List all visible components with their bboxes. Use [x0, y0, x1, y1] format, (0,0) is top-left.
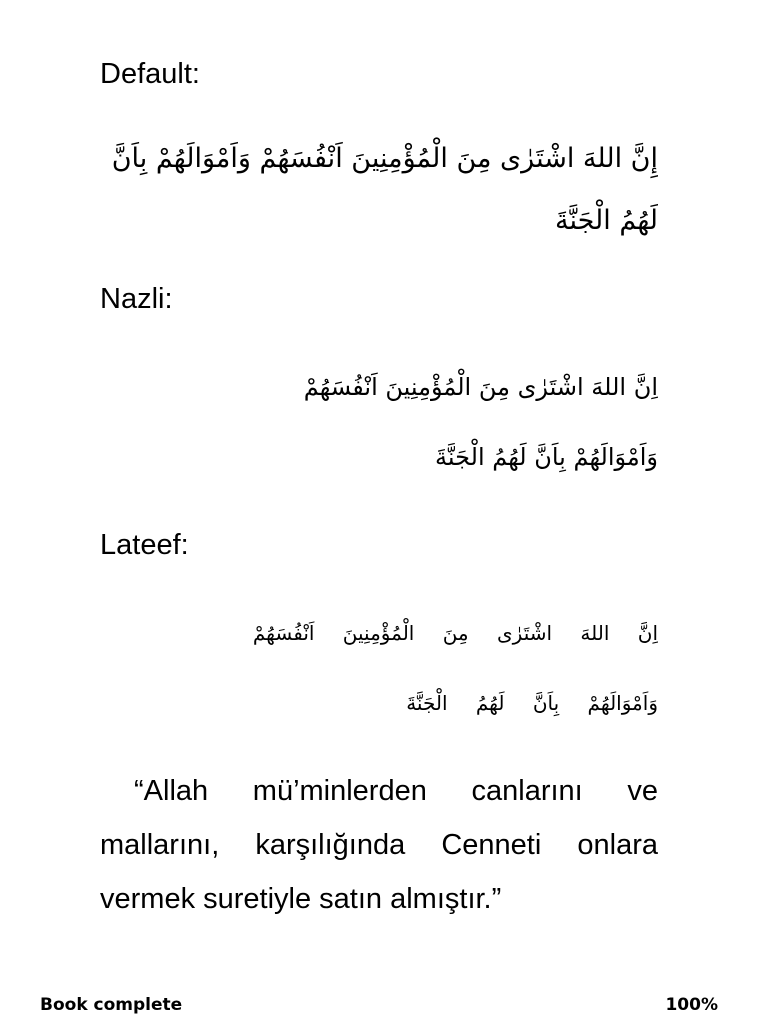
- arabic-verse-nazli-line-2: وَاَمْوَالَهُمْ بِاَنَّ لَهُمُ الْجَنَّةَ: [435, 443, 658, 471]
- arabic-verse-default: إِنَّ اللهَ اشْتَرٰى مِنَ الْمُؤْمِنِينَ اَنْفُسَهُمْ وَاَمْوَالَهُمْ بِاَنَّ لَهُمُ الْجَنَّةَ: [111, 143, 658, 236]
- section-heading-nazli: Nazli:: [100, 283, 173, 315]
- arabic-verse-lateef-line-1: اِنَّ اللهَ اشْتَرٰى مِنَ الْمُؤْمِنِينَ اَنْفُسَهُمْ: [252, 621, 658, 645]
- reading-progress: 100%: [665, 995, 718, 1015]
- section-heading-default: Default:: [100, 58, 200, 90]
- turkish-translation: “Allah mü’minlerden canlarını ve mallarını, karşılığında Cenneti onlara vermek suretiyle satın almıştır.”: [100, 775, 658, 915]
- reading-status: Book complete: [40, 995, 183, 1015]
- arabic-verse-nazli-line-1: اِنَّ اللهَ اشْتَرٰى مِنَ الْمُؤْمِنِينَ اَنْفُسَهُمْ: [303, 373, 658, 401]
- arabic-verse-lateef-line-2: وَاَمْوَالَهُمْ بِاَنَّ لَهُمُ الْجَنَّةَ: [406, 691, 658, 715]
- section-heading-lateef: Lateef:: [100, 529, 189, 561]
- arabic-verse-lateef: [100, 598, 658, 738]
- arabic-verse-nazli: [100, 352, 658, 492]
